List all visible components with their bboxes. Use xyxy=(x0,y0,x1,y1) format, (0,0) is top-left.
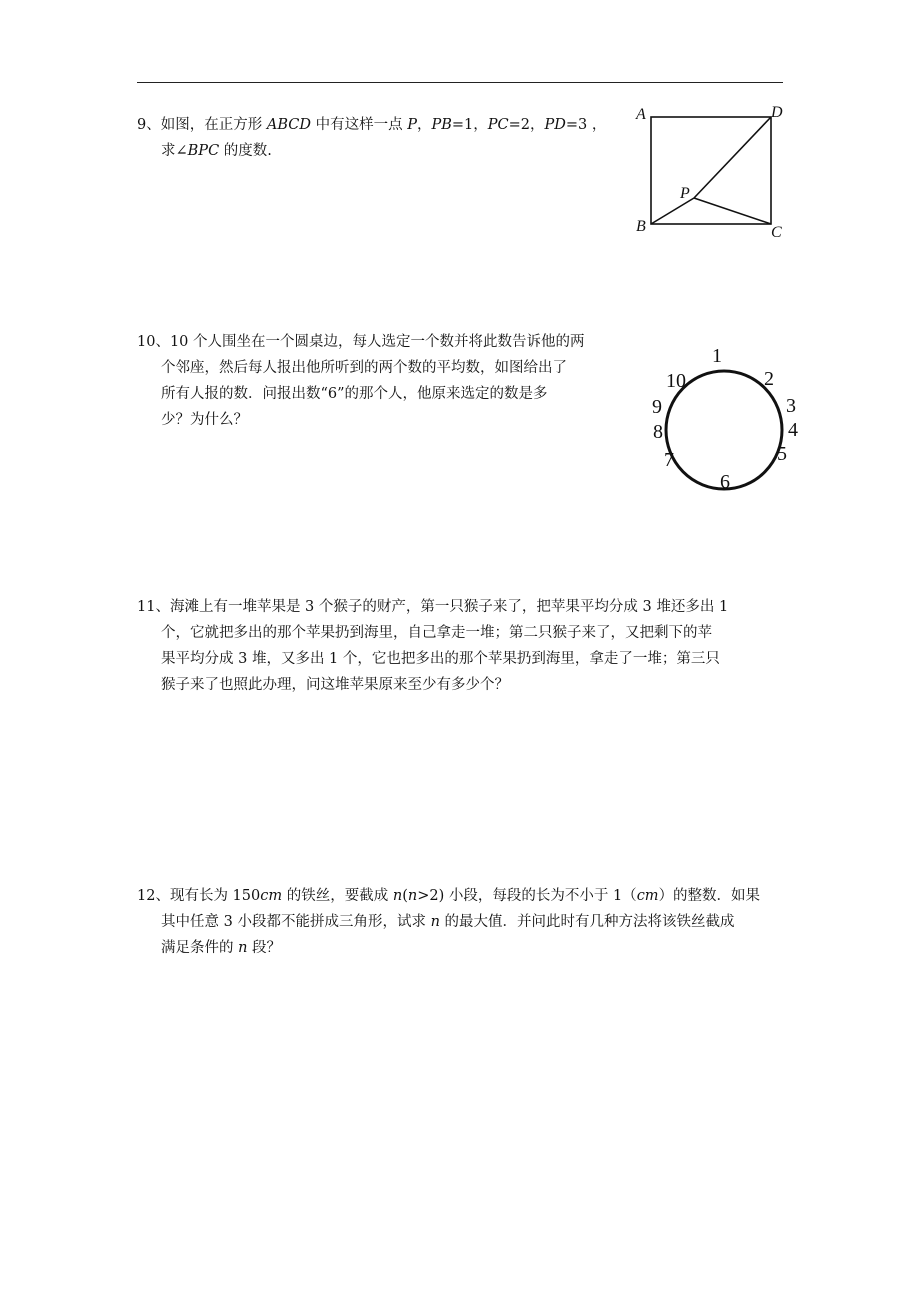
seat-number-10: 10 xyxy=(666,370,686,392)
seat-number-8: 8 xyxy=(653,421,663,443)
problem-12-line-2: 其中任意 3 小段都不能拼成三角形，试求 n 的最大值．并问此时有几种方法将该铁丝截成 xyxy=(161,914,735,930)
problem-10-line-1: 10、10 个人围坐在一个圆桌边，每人选定一个数并将此数告诉他的两 xyxy=(137,334,585,350)
problem-10-line-3: 所有人报的数．问报出数“6”的那个人，他原来选定的数是多 xyxy=(161,386,548,402)
square-figure xyxy=(630,100,790,242)
seat-number-9: 9 xyxy=(652,396,662,418)
label-a: A xyxy=(636,106,646,123)
square-abcd xyxy=(651,117,771,224)
label-p: P xyxy=(680,185,690,202)
seat-number-2: 2 xyxy=(764,368,774,390)
problem-12-line-1: 12、现有长为 150cm 的铁丝，要截成 n(n>2) 小段，每段的长为不小于 1（cm）的整数．如果 xyxy=(137,888,761,904)
header-rule xyxy=(137,82,783,83)
problem-number: 11、 xyxy=(137,599,170,615)
problem-number: 9、 xyxy=(137,117,161,133)
problem-11-line-4: 猴子来了也照此办理，问这堆苹果原来至少有多少个？ xyxy=(161,677,509,693)
label-d: D xyxy=(771,104,783,121)
label-b: B xyxy=(636,218,646,235)
round-table-figure xyxy=(640,340,810,495)
problem-10-line-2: 个邻座，然后每人报出他所听到的两个数的平均数，如图给出了 xyxy=(161,360,567,376)
problem-number: 10、 xyxy=(137,334,170,350)
seat-number-4: 4 xyxy=(788,419,798,441)
problem-11-line-3: 果平均分成 3 堆，又多出 1 个，它也把多出的那个苹果扔到海里，拿走了一堆；第三只 xyxy=(161,651,720,667)
problem-12 xyxy=(137,883,760,961)
problem-11 xyxy=(137,594,728,698)
seat-number-6: 6 xyxy=(720,471,730,493)
problem-11-line-1: 11、海滩上有一堆苹果是 3 个猴子的财产，第一只猴子来了，把苹果平均分成 3 堆还多出 1 xyxy=(137,599,729,615)
problem-12-line-3: 满足条件的 n 段？ xyxy=(161,940,282,956)
problem-9-line-1: 9、如图，在正方形 ABCD 中有这样一点 P，PB=1，PC=2，PD=3 ， xyxy=(137,117,607,133)
segment-pd xyxy=(694,117,771,198)
problem-9 xyxy=(137,112,606,164)
seat-number-5: 5 xyxy=(777,443,787,465)
problem-11-line-2: 个，它就把多出的那个苹果扔到海里，自己拿走一堆；第二只猴子来了，又把剩下的苹 xyxy=(161,625,712,641)
problem-number: 12、 xyxy=(137,888,170,904)
label-c: C xyxy=(771,224,782,241)
segment-pc xyxy=(694,198,771,224)
seat-number-7: 7 xyxy=(664,449,674,471)
seat-number-1: 1 xyxy=(712,345,722,367)
problem-10-line-4: 少？为什么？ xyxy=(161,412,248,428)
problem-9-line-2: 求∠BPC 的度数. xyxy=(161,143,272,159)
seat-number-3: 3 xyxy=(786,395,796,417)
problem-10 xyxy=(137,329,585,433)
